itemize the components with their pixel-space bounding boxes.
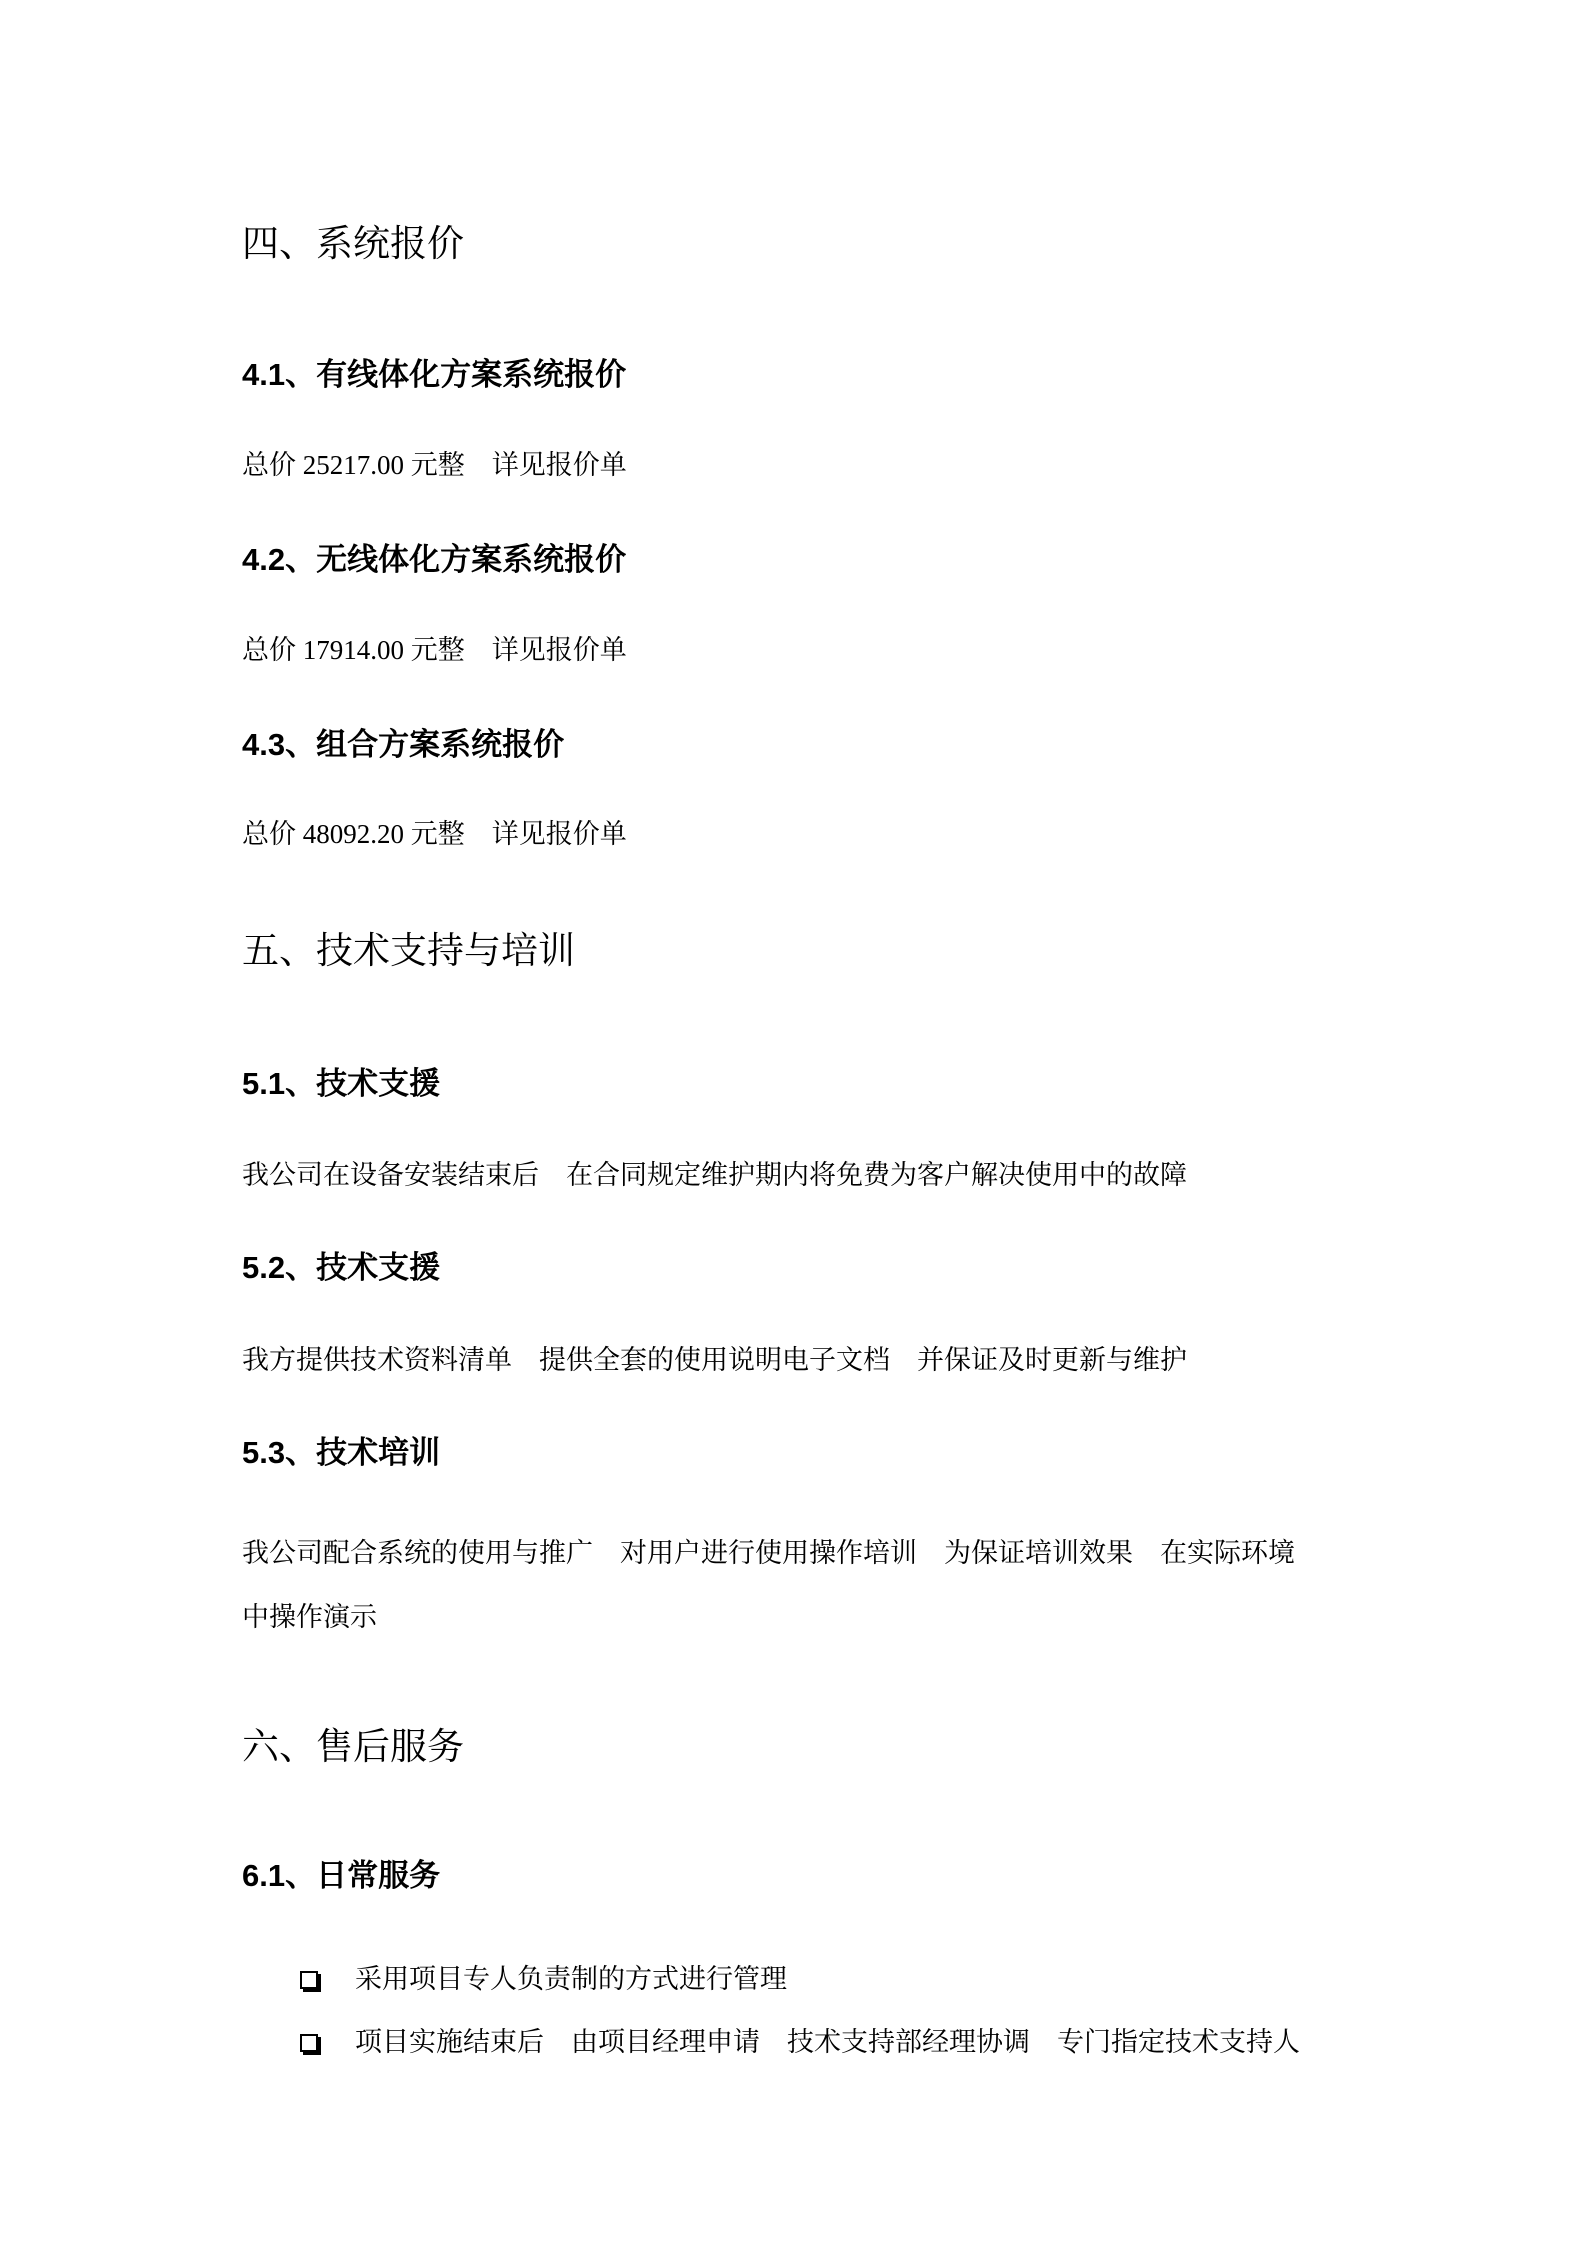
subsection-heading: 4.3、组合方案系统报价 <box>242 727 565 762</box>
paragraph-continued: 中操作演示 <box>242 1602 377 1632</box>
paragraph: 我方提供技术资料清单 提供全套的使用说明电子文档 并保证及时更新与维护 <box>242 1345 1187 1375</box>
checkbox-bullet-icon <box>300 2034 318 2052</box>
subsection-heading: 5.2、技术支援 <box>242 1250 441 1285</box>
paragraph: 总价 48092.20 元整 详见报价单 <box>242 819 627 849</box>
subsection-heading: 5.1、技术支援 <box>242 1066 441 1101</box>
paragraph: 我公司在设备安装结束后 在合同规定维护期内将免费为客户解决使用中的故障 <box>242 1160 1187 1190</box>
subsection-heading: 4.2、无线体化方案系统报价 <box>242 542 627 577</box>
subsection-heading: 4.1、有线体化方案系统报价 <box>242 357 627 392</box>
subsection-heading: 5.3、技术培训 <box>242 1435 441 1470</box>
paragraph: 我公司配合系统的使用与推广 对用户进行使用操作培训 为保证培训效果 在实际环境 <box>242 1538 1295 1568</box>
bullet-item: 项目实施结束后 由项目经理申请 技术支持部经理协调 专门指定技术支持人 <box>355 2027 1300 2057</box>
checkbox-bullet-icon <box>300 1971 318 1989</box>
section-heading: 六、售后服务 <box>242 1725 464 1768</box>
section-heading: 四、系统报价 <box>242 222 464 265</box>
section-heading: 五、技术支持与培训 <box>242 929 575 972</box>
paragraph: 总价 25217.00 元整 详见报价单 <box>242 450 627 480</box>
paragraph: 总价 17914.00 元整 详见报价单 <box>242 635 627 665</box>
subsection-heading: 6.1、日常服务 <box>242 1858 441 1893</box>
bullet-item: 采用项目专人负责制的方式进行管理 <box>355 1964 787 1994</box>
